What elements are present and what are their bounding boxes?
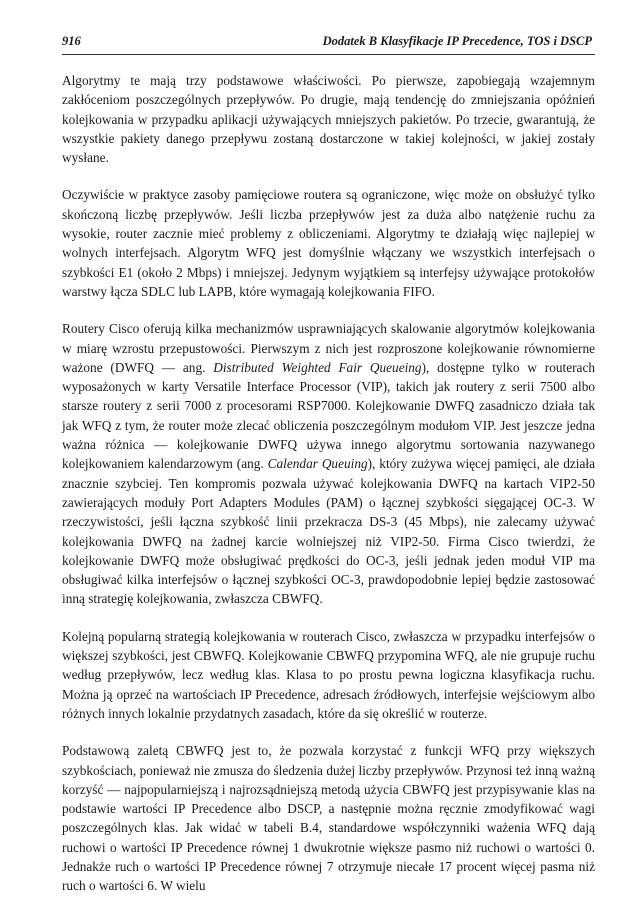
term-calendar-queuing: Calendar Queuing [267, 456, 368, 472]
paragraph-2: Oczywiście w praktyce zasoby pamięciowe routera są ograniczone, więc może on obsłużyć tylko skończoną liczbę przepływów. Jeśli liczba przepływów jest za duża albo natężenie ruchu za wysokie, router zacznie mieć problemy z obliczeniami. Algorytmy te działają więc najlepiej w wolnych interfejsach. Algorytm WFQ jest domyślnie włączany we wszystkich interfejsach o szybkości E1 (około 2 Mbps) i mniejszej. Jedynym wyjątkiem są interfejsy używające protokołów warstwy łącza SDLC lub LAPB, które wymagają kolejkowania FIFO. [62, 187, 595, 299]
paragraph-3: Routery Cisco oferują kilka mechanizmów usprawniających skalowanie algorytmów kolejkowania w miarę wzrostu przepustowości. Pierwszym z nich jest rozproszone kolejkowanie równomierne ważone (DWFQ — ang. Distributed Weighted Fair Queueing), dostępne tylko w routerach wyposażonych w karty Versatile Interface Processor (VIP), takich jak routery z serii 7500 albo starsze routery z serii 7000 z procesorami RSP7000. Kolejkowanie DWFQ zasadniczo działa tak jak WFQ z tym, że router może zlecać obliczenia poszczególnym modułom VIP. Jest jeszcze jedna ważna różnica — kolejkowanie DWFQ używa innego algorytmu sortowania nazywanego kolejkowaniem kalendarzowym (ang. Calendar Queuing), który zużywa więcej pamięci, ale działa znacznie szybciej. Ten kompromis pozwala używać kolejkowania DWFQ na kartach VIP2-50 zawierających moduły Port Adapters Modules (PAM) o łącznej szybkości sięgającej OC-3. W rzeczywistości, jeśli łączna szybkość linii przekracza DS-3 (45 Mbps), nie zalecamy używać kolejkowania DWFQ na żadnej karcie wolniejszej niż VIP2-50. Firma Cisco twierdzi, że kolejkowanie DWFQ może obsługiwać prędkości do OC-3, jeśli jednak jeden moduł VIP ma obsługiwać kilka interfejsów o łącznej szybkości OC-3, prawdopodobnie lepiej będzie zastosować inną strategię kolejkowania, zwłaszcza CBWFQ. [62, 321, 595, 607]
term-dwfq: Distributed Weighted Fair Queueing [213, 359, 422, 375]
page-number: 916 [62, 34, 81, 48]
body-text [62, 71, 595, 914]
header-rule [62, 54, 595, 55]
paragraph-4: Kolejną popularną strategią kolejkowania w routerach Cisco, zwłaszcza w przypadku interfejsów o większej szybkości, jest CBWFQ. Kolejkowanie CBWFQ przypomina WFQ, ale nie grupuje ruchu według przepływów, lecz według klas. Klasa to po prostu pewna logiczna klasyfikacja ruchu. Można ją oprzeć na wartościach IP Precedence, adresach źródłowych, interfejsie wejściowym albo różnych innych lokalnie przydatnych zasadach, które da się określić w routerze. [62, 628, 595, 721]
running-title: Dodatek B Klasyfikacje IP Precedence, TOS i DSCP [322, 34, 592, 48]
paragraph-1: Algorytmy te mają trzy podstawowe właściwości. Po pierwsze, zapobiegają wzajemnym zakłóceniom poszczególnych przepływów. Po drugie, mają tendencję do zmniejszania opóźnień kolejkowania w przypadku aplikacji używających mniejszych pakietów. Po trzecie, gwarantują, że wszystkie pakiety danego przepływu zostaną dostarczone w takiej kolejności, w jakiej zostały wysłane. [62, 73, 595, 166]
paragraph-5: Podstawową zaletą CBWFQ jest to, że pozwala korzystać z funkcji WFQ przy większych szybkościach, ponieważ nie zmusza do śledzenia dużej liczby przepływów. Przynosi też inną ważną korzyść — najpopularniejszą i najrozsądniejszą metodą użycia CBWFQ jest przypisywanie klas na podstawie wartości IP Precedence albo DSCP, a następnie można ręcznie zmodyfikować wagi poszczególnych klas. Jak widać w tabeli B.4, standardowe współczynniki ważenia WFQ dają ruchowi o wartości IP Precedence równej 1 dwukrotnie większe pasmo niż ruchowi o wartości 0. Jednakże ruch o wartości IP Precedence równej 7 otrzymuje niecałe 17 procent więcej pasma niż ruch o wartości 6. W wielu [62, 743, 595, 894]
